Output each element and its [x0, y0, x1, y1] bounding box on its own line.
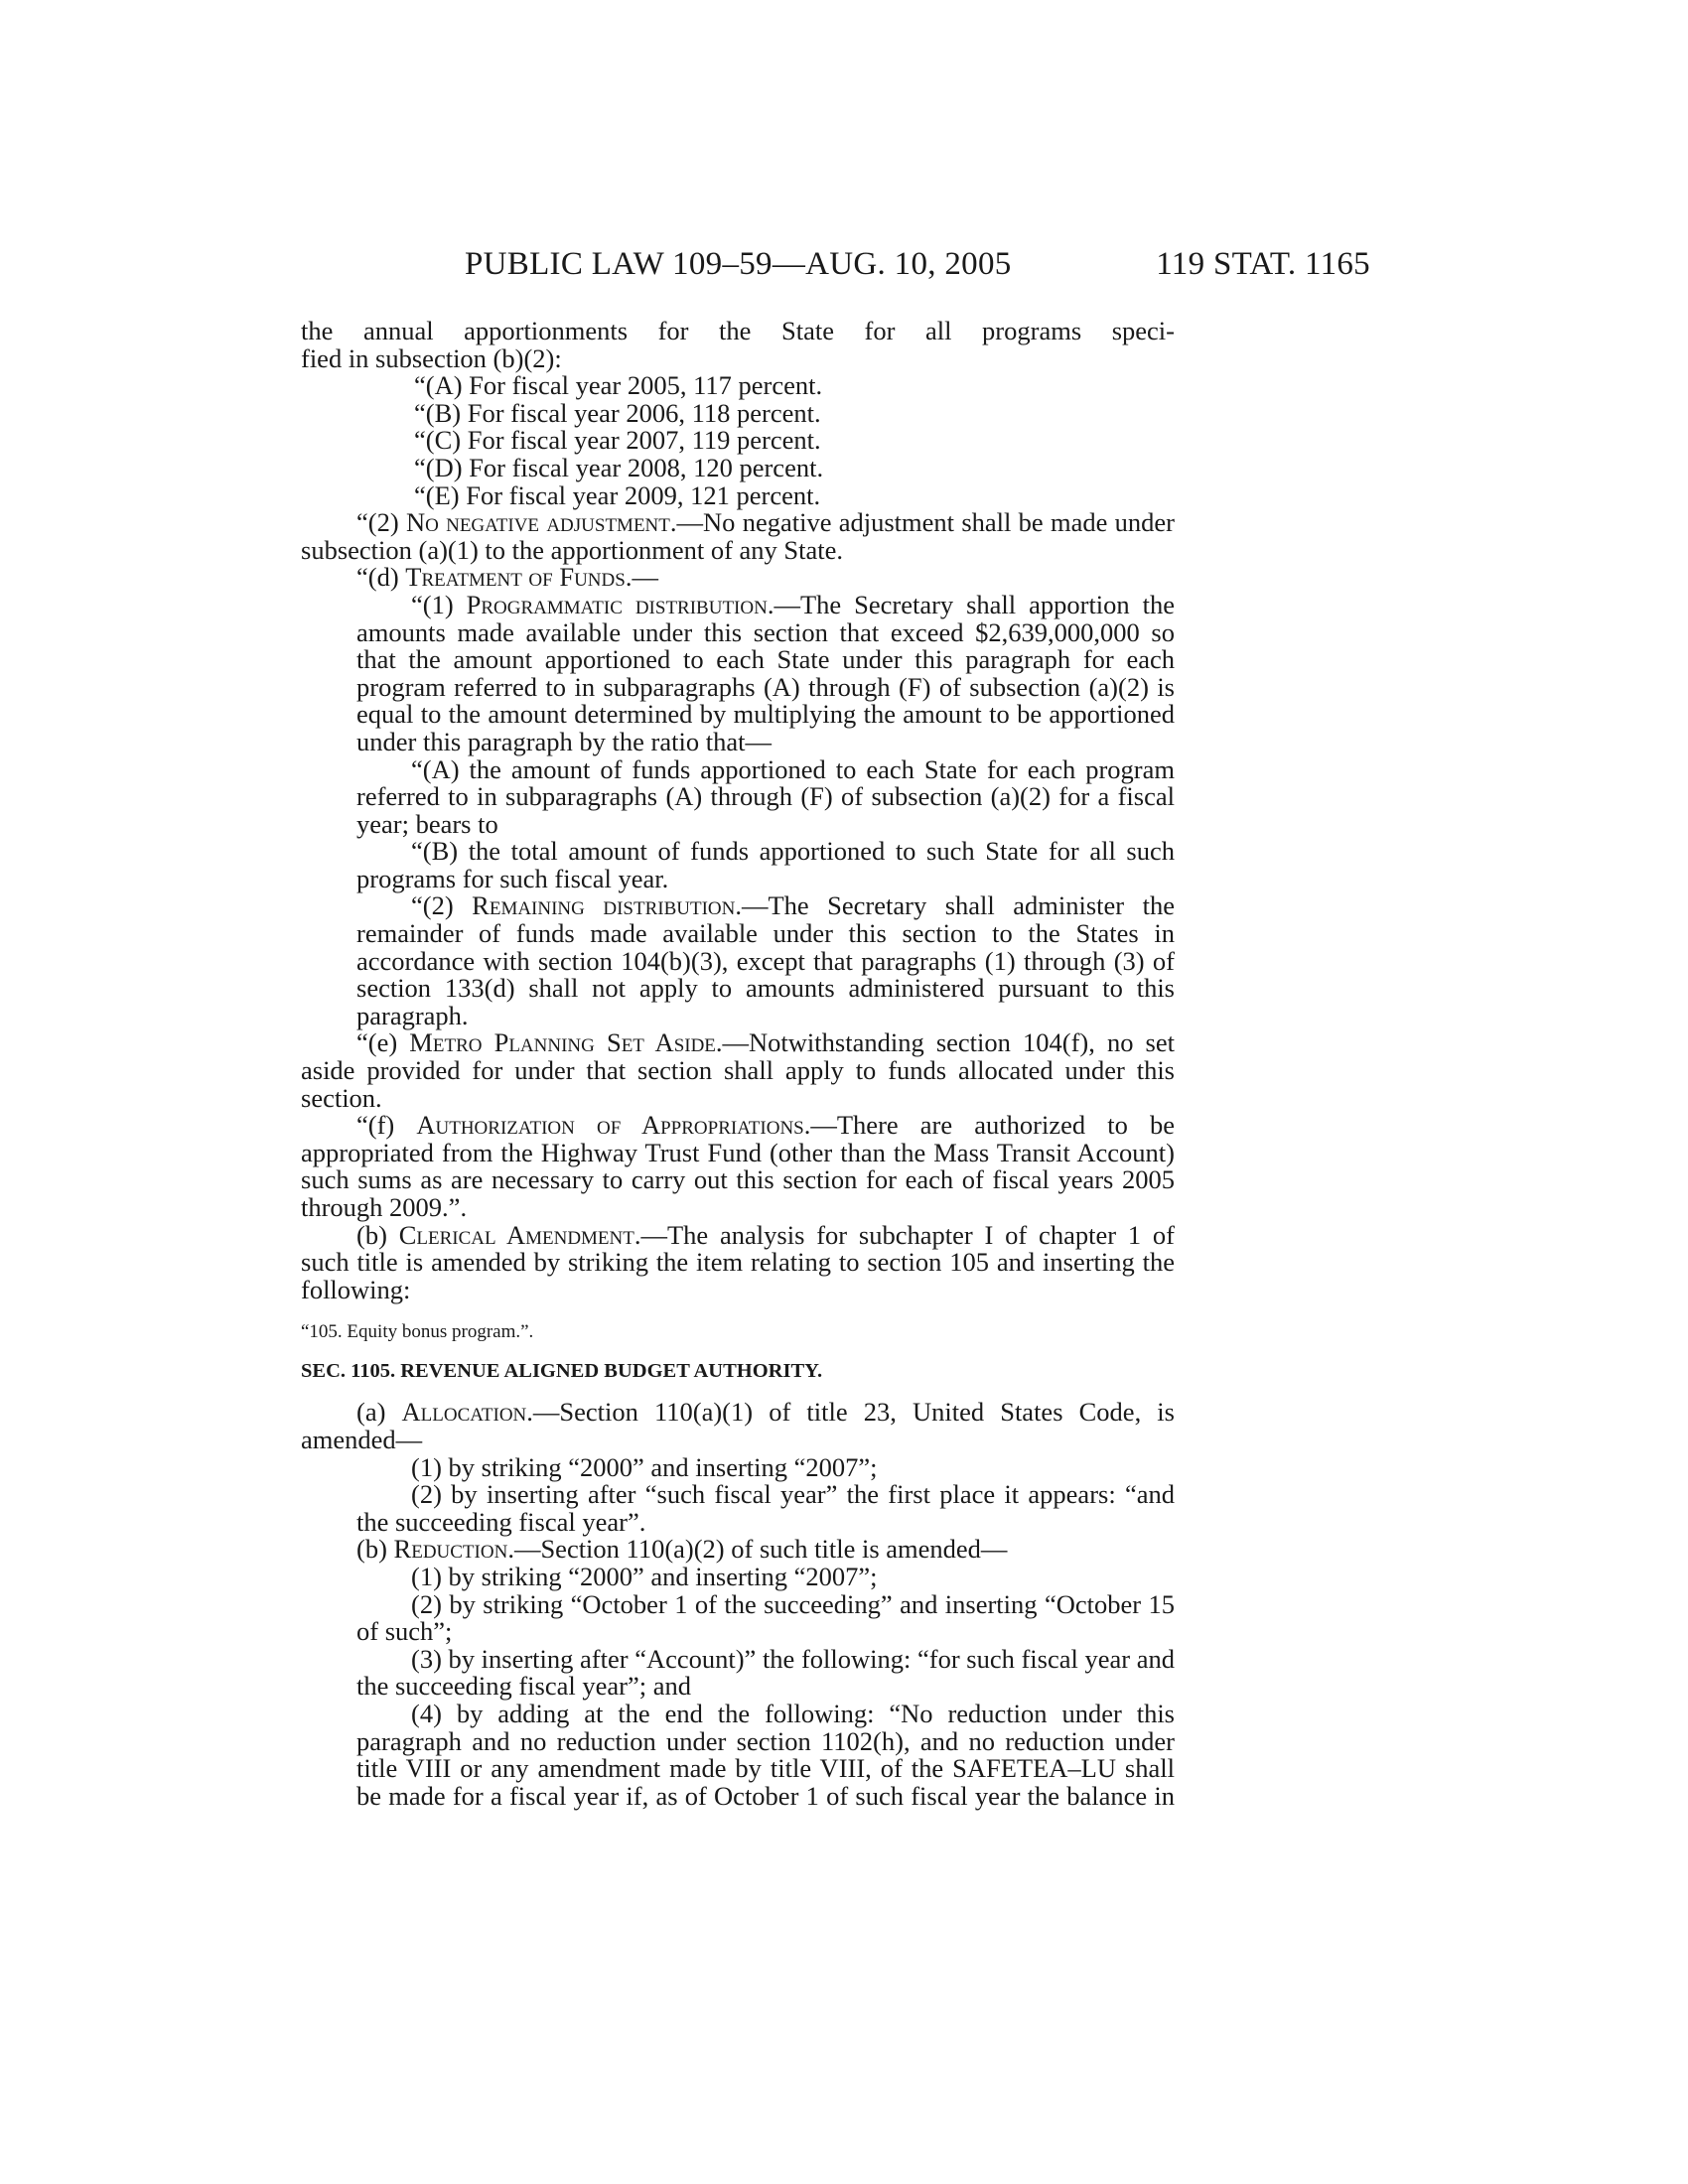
paragraph-lead: “(2)	[356, 507, 406, 538]
paragraph-lead: “(2)	[411, 890, 473, 921]
subsection-reduction	[301, 1536, 1175, 1564]
allocation-item-2: (2) by inserting after “such fiscal year” the first place it appears: “and the succeeding fiscal year”.	[356, 1479, 1175, 1537]
subsection-allocation	[301, 1399, 1175, 1453]
subsection-heading: Allocation	[401, 1397, 527, 1428]
subsection-lead: “(d)	[356, 562, 406, 593]
subsection-lead: (b)	[356, 1534, 394, 1565]
subsection-heading: Authorization of Appropriations	[416, 1110, 804, 1141]
subsection-heading: Clerical Amendment	[398, 1219, 634, 1250]
text-line: fied in subsection (b)(2):	[301, 342, 562, 373]
paragraph-remaining-distribution	[301, 892, 1175, 1029]
subsection-heading: Metro Planning Set Aside	[409, 1027, 716, 1058]
paragraph-body: .—The Secretary shall apportion the amounts made available under this section that exceed $2,639,000,000 so that the amount apportioned to each State under this paragraph for each program referred to in subparagraphs (A) through (F) of subsection (a)(2) is equal to the amount determined by multiplying the amount to be apportioned under this paragraph by the ratio that—	[356, 589, 1175, 756]
subsection-authorization	[301, 1112, 1175, 1221]
paragraph-no-negative-adjustment	[301, 509, 1175, 564]
percent-item-a: “(A) For fiscal year 2005, 117 percent.	[414, 370, 823, 401]
subsection-clerical-amendment	[301, 1219, 1175, 1304]
subsection-lead: “(e)	[356, 1027, 410, 1058]
reduction-item-3: (3) by inserting after “Account)” the following: “for such fiscal year and the succeeding fiscal year”; and	[356, 1643, 1175, 1702]
document-body	[301, 318, 1175, 1810]
paragraph-body: .—No negative adjustment shall be made under subsection (a)(1) to the apportionment of any State.	[301, 507, 1175, 565]
subsection-lead: “(f)	[356, 1110, 417, 1141]
reduction-item-4: (4) by adding at the end the following: “No reduction under this paragraph and no reduction under section 1102(h), and no reduction under title VIII or any amendment made by title VIII, of the SAFETEA–LU shall be made for a fiscal year if, as of October 1 of such fiscal year the balance in	[356, 1698, 1175, 1811]
text-line: the annual apportionments for the State for all programs speci-	[301, 316, 1175, 345]
subparagraph-a: “(A) the amount of funds apportioned to each State for each program referred to in subparagraphs (A) through (F) of subsection (a)(2) for a fiscal year; bears to	[356, 753, 1175, 839]
subsection-lead: (a)	[356, 1397, 402, 1428]
subsection-body: .—Section 110(a)(1) of title 23, United States Code, is amended—	[301, 1397, 1175, 1454]
percent-item-e: “(E) For fiscal year 2009, 121 percent.	[414, 479, 821, 510]
paragraph-lead: “(1)	[411, 589, 467, 619]
subsection-heading: Treatment of Funds	[405, 562, 626, 593]
reduction-item-1: (1) by striking “2000” and inserting “2007”;	[411, 1561, 878, 1591]
subsection-heading: Reduction	[393, 1534, 508, 1565]
percent-item-c: “(C) For fiscal year 2007, 119 percent.	[414, 425, 821, 456]
paragraph-heading: Programmatic distribution	[466, 589, 768, 619]
subsection-metro-planning	[301, 1029, 1175, 1112]
percent-item-d: “(D) For fiscal year 2008, 120 percent.	[414, 452, 824, 482]
subsection-tail: .—	[625, 562, 658, 593]
subsection-lead: (b)	[356, 1219, 399, 1250]
paragraph-heading: Remaining distribution	[472, 890, 736, 921]
subsection-body: .—There are authorized to be appropriated from the Highway Trust Fund (other than the Mass Transit Account) such sums as are necessary to carry out this section for each of fiscal years 2005 through 2009.”.	[301, 1110, 1175, 1222]
clerical-item: “105. Equity bonus program.”.	[301, 1321, 534, 1343]
reduction-item-2: (2) by striking “October 1 of the succeeding” and inserting “October 15 of such”;	[356, 1588, 1175, 1647]
percent-item-b: “(B) For fiscal year 2006, 118 percent.	[414, 397, 821, 428]
subparagraph-b: “(B) the total amount of funds apportioned to such State for all such programs for such fiscal year.	[356, 836, 1175, 893]
subsection-body: .—Section 110(a)(2) of such title is amended—	[507, 1534, 1008, 1565]
subsection-d-heading	[301, 564, 1175, 592]
header-page-ref: 119 STAT. 1165	[1156, 246, 1370, 282]
running-header	[0, 246, 1688, 286]
allocation-item-1: (1) by striking “2000” and inserting “2007”;	[411, 1451, 878, 1482]
paragraph-programmatic-distribution	[301, 589, 1175, 756]
subsection-body: .—Notwithstanding section 104(f), no set aside provided for under that section shall apply to funds allocated under this section.	[301, 1027, 1175, 1113]
header-title: PUBLIC LAW 109–59—AUG. 10, 2005	[465, 246, 1012, 282]
paragraph-heading: No negative adjustment	[405, 507, 670, 538]
paragraph-body: .—The Secretary shall administer the remainder of funds made available under this section to the States in accordance with section 104(b)(3), except that paragraphs (1) through (3) of section 133(d) shall not apply to amounts administered pursuant to this paragraph.	[356, 890, 1175, 1030]
section-heading: SEC. 1105. REVENUE ALIGNED BUDGET AUTHORITY.	[301, 1360, 823, 1383]
subsection-body: .—The analysis for subchapter I of chapter 1 of such title is amended by striking the item relating to section 105 and inserting the following:	[301, 1219, 1175, 1304]
